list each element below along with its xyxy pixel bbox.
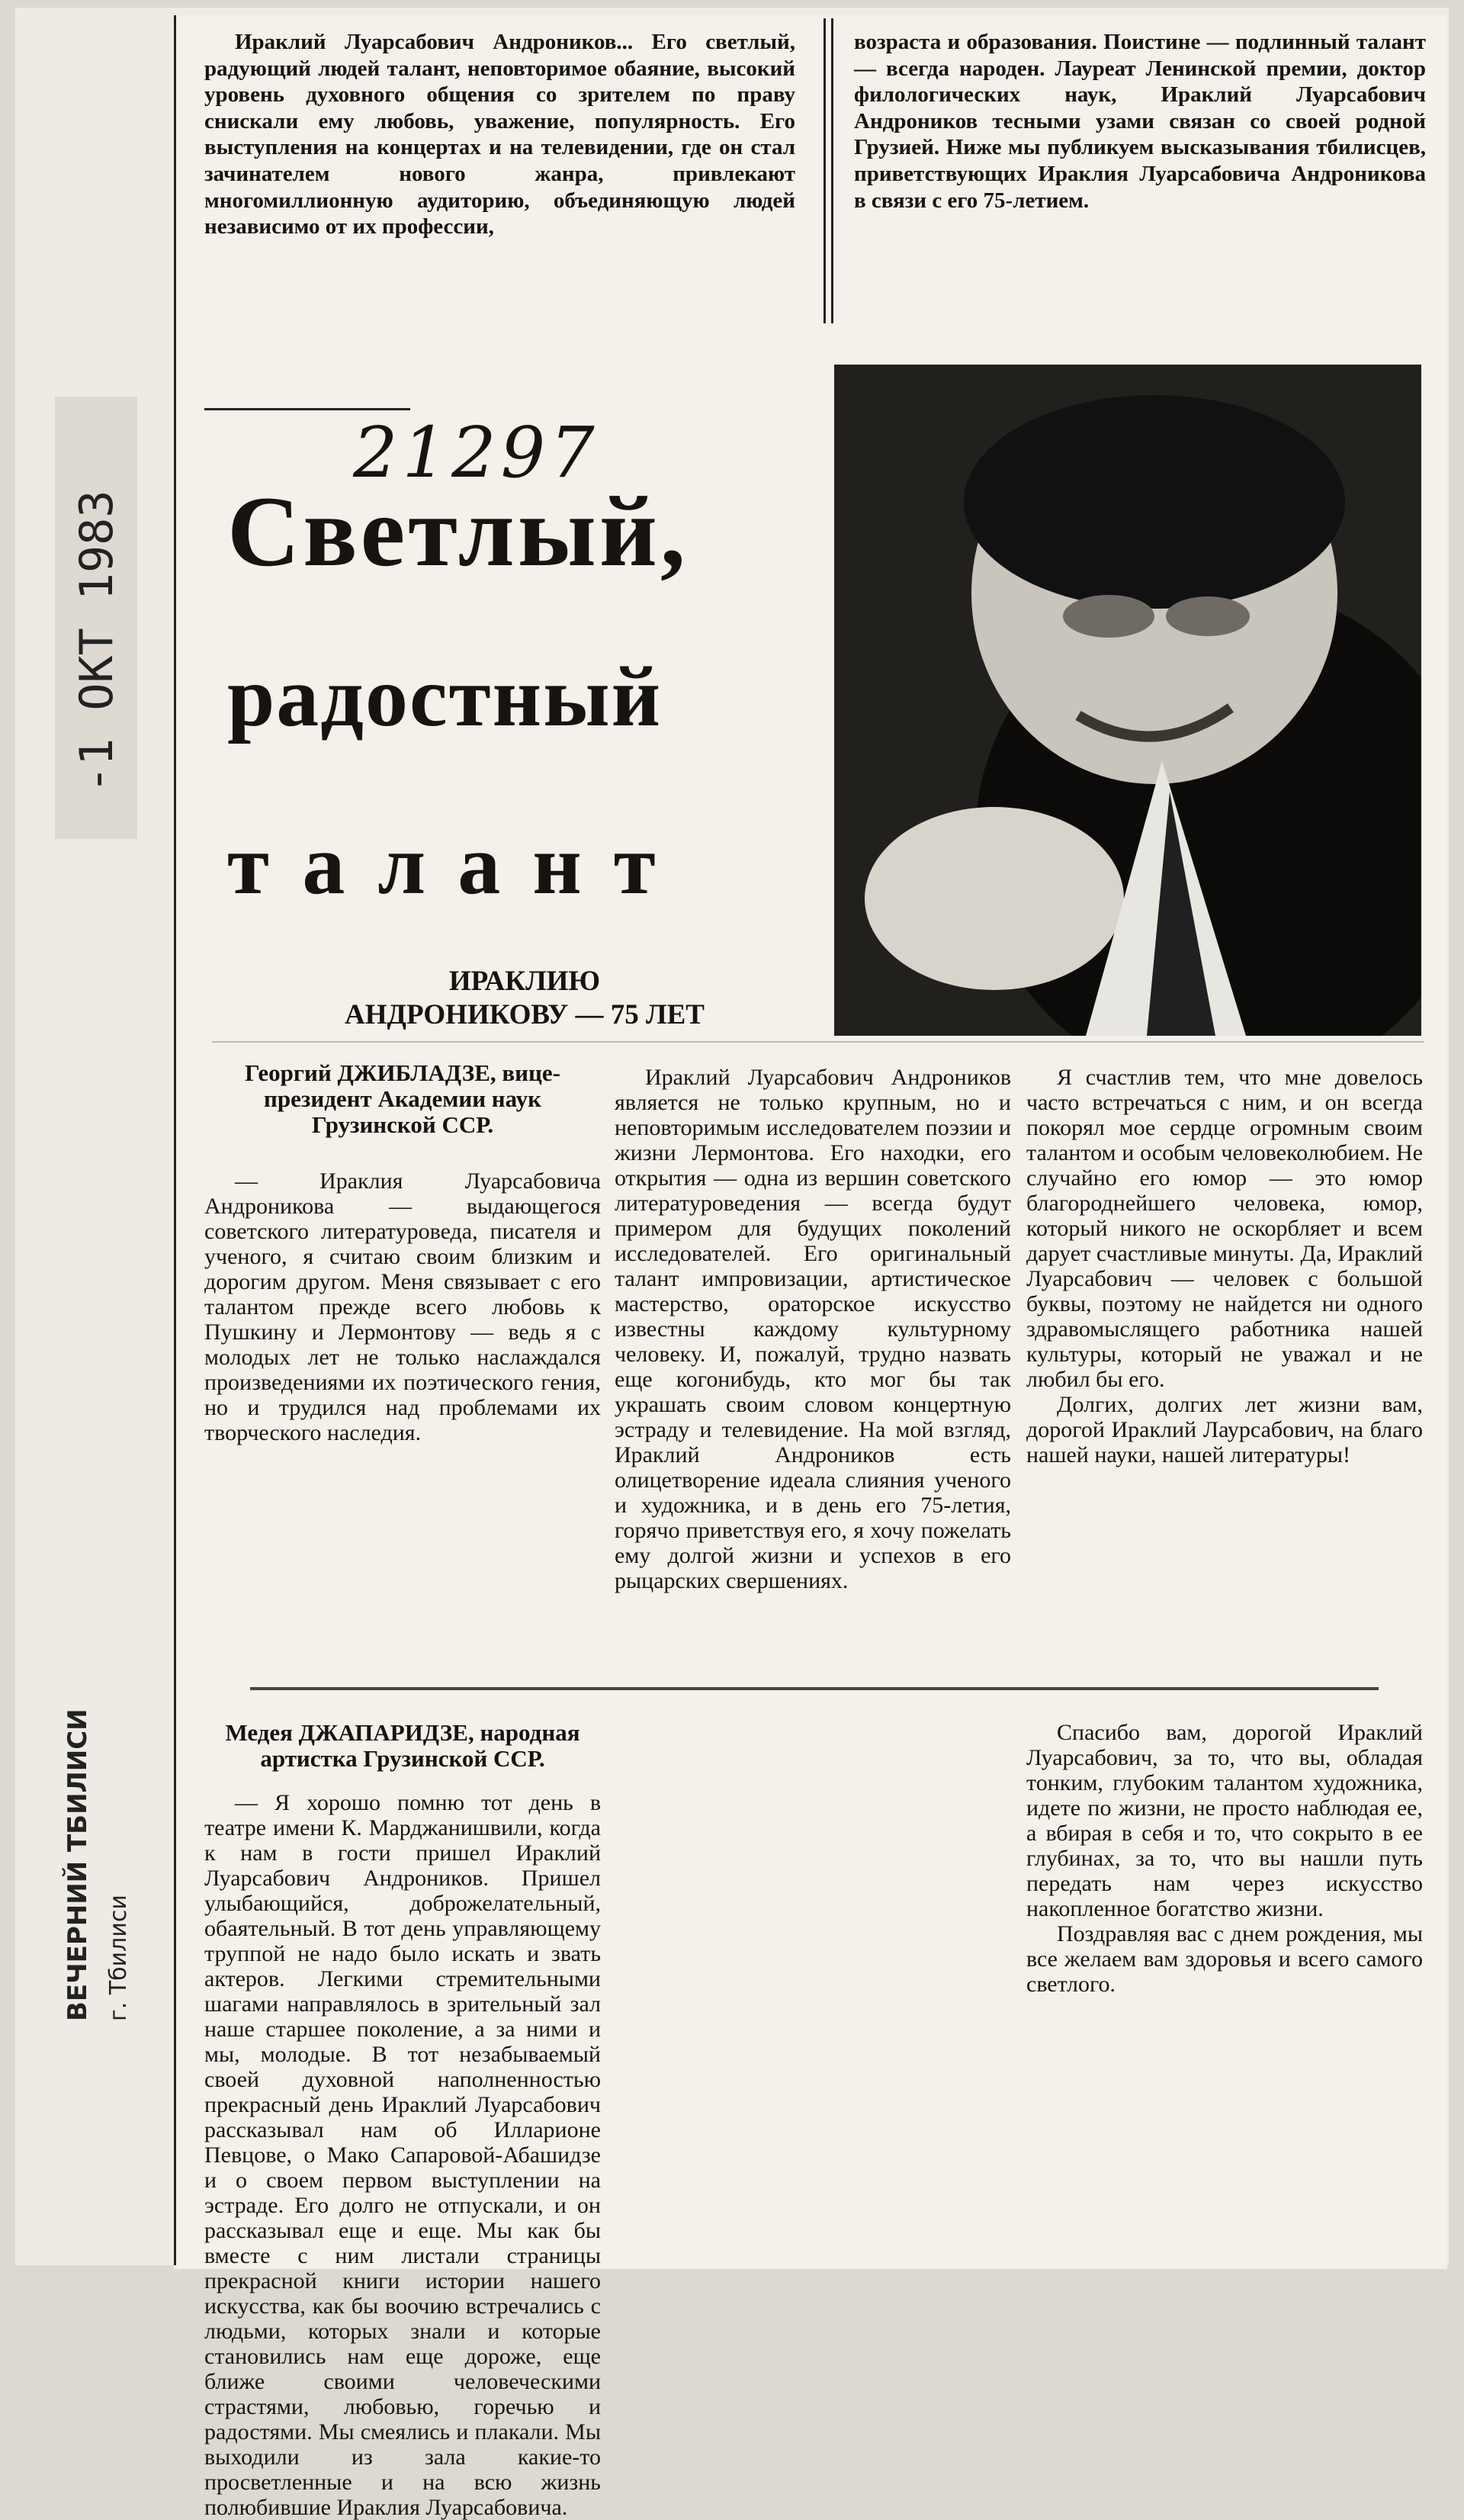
article2-col1	[204, 1720, 601, 2520]
headline-top-rule	[204, 408, 410, 410]
article2-col3	[1026, 1720, 1423, 1997]
left-edge-line	[174, 15, 176, 2265]
clipping	[174, 15, 1447, 2520]
intro-divider-a	[824, 18, 826, 323]
article1-col1	[204, 1060, 601, 1445]
intro-col1	[204, 29, 795, 240]
article1-byline: Георгий ДЖИБЛАДЗЕ, вице-президент Академии наук Грузинской ССР.	[245, 1059, 560, 1138]
subheadline-line2: АНДРОНИКОВУ — 75 ЛЕТ	[345, 999, 705, 1030]
intro-col1-text: Ираклий Луарсабович Андроников... Его светлый, радующий людей талант, неповторимое обаяние, высокий уровень духовного общения со зрителем по праву снискали ему любовь, уважение, популярность. Его выступления на концертах и на телевидении, где он стал зачинателем нового жанра, привлекают многомиллионную аудиторию, объединяющую людей независимо от их профессии,	[204, 30, 795, 239]
source-stamp-paper: ВЕЧЕРНИЙ ТБИЛИСИ	[63, 1708, 93, 2021]
handwritten-mark: 21297	[353, 412, 599, 493]
portrait-illustration	[834, 365, 1421, 1036]
intro-divider-b	[831, 18, 833, 323]
date-stamp: -1 ОКТ 1983	[70, 490, 124, 793]
article2-para1: — Я хорошо помню тот день в театре имени К. Марджанишвили, когда к нам в гости пришел Ираклий Луарсабович Андроников. Пришел улыбающийся, доброжелательный, обаятельный. В тот день управляющему труппой не надо было искать и звать актеров. Легкими стремительными шагами направлялось в зрительный зал наше старшее поколение, а за ними и мы, молодые. В тот незабываемый своей духовной наполненностью прекрасный день Ираклий Луарсабович рассказывал нам об Илларионе Певцове, о Мако Сапаровой-Абашидзе и о своем первом выступлении на эстраде. Его долго не отпускали, и он рассказывал еще и еще. Мы как бы вместе с ним листали страницы прекрасной книги истории нашего искусства, как бы воочию встречались с людьми, которых знали и которые становились нам еще дороже, еще ближе своими человеческими страстями, любовью, горечью и радостями. Мы смеялись и плакали. Мы выходили из зала какие-то просветленные и на всю жизнь полюбившие Ираклия Луарсабовича.	[204, 1790, 601, 2520]
article-separator	[250, 1687, 1379, 1690]
article1-top-rule	[212, 1041, 1424, 1043]
source-stamp-city: г. Тбилиси	[105, 1895, 132, 2021]
article2-para3: Поздравляя вас с днем рождения, мы все желаем вам здоровья и всего самого светлого.	[1026, 1921, 1423, 1997]
article1-col3	[1026, 1065, 1423, 1467]
portrait-photo	[834, 365, 1421, 1036]
article2-para2: Спасибо вам, дорогой Ираклий Луарсабович, за то, что вы, обладая тонким, глубоким талантом художника, идете по жизни, не просто наблюдая ее, а вбирая в себя и то, что сокрыто в ее глубинах, за то, что вы нашли путь передать нам через искусство накопленное богатство жизни.	[1026, 1720, 1423, 1921]
article1-col2	[615, 1065, 1011, 1593]
article2-byline: Медея ДЖАПАРИДЗЕ, народная артистка Грузинской ССР.	[225, 1719, 580, 1772]
article1-para1: — Ираклия Луарсабовича Андроникова — выдающегося советского литературоведа, писателя и ученого, я считаю своим близким и дорогим другом. Меня связывает с его талантом прежде всего любовь к Пушкину и Лермонтову — ведь я с молодых лет не только наслаждался произведениями их поэтического гения, но и трудился над проблемами их творческого наследия.	[204, 1168, 601, 1445]
subheadline	[265, 965, 784, 1032]
headline-line3: талант	[227, 818, 688, 912]
intro-col2	[854, 29, 1426, 214]
article1-para3: Я счастлив тем, что мне довелось часто встречаться с ним, и он всегда покорял мое сердце огромным своим талантом и особым человеколюбием. Не случайно его юмор — это юмор благороднейшего человека, юмор, который никого не оскорбляет и всем дарует счастливые минуты. Да, Ираклий Луарсабович — человек с большой буквы, поэтому не найдется ни одного здравомыслящего работника нашей культуры, который не уважал и не любил бы его.	[1026, 1065, 1423, 1392]
article1-para4: Долгих, долгих лет жизни вам, дорогой Ираклий Лаурсабович, на благо нашей науки, нашей литературы!	[1026, 1392, 1423, 1467]
headline-line2: радостный	[227, 650, 663, 744]
intro-col2-text: возраста и образования. Поистине — подлинный талант — всегда народен. Лауреат Ленинской премии, доктор филологических наук, Ираклий Луарсабович Андроников тесными узами связан со своей родной Грузией. Ниже мы публикуем высказывания тбилисцев, приветствующих Ираклия Луарсабовича Андроникова в связи с его 75-летием.	[854, 30, 1426, 213]
headline-line1: Светлый,	[227, 475, 689, 587]
subheadline-line1: ИРАКЛИЮ	[448, 966, 601, 997]
article1-para2: Ираклий Луарсабович Андроников является не только крупным, но и неповторимым исследователем поэзии и жизни Лермонтова. Его находки, его открытия — одна из вершин советского литературоведения — всегда будут примером для будущих поколений исследователей. Его оригинальный талант импровизации, артистическое мастерство, ораторское искусство известны каждому культурному человеку. И, пожалуй, трудно назвать еще когонибудь, кто мог бы так украшать своим словом концертную эстраду и телевидение. На мой взгляд, Ираклий Андроников есть олицетворение идеала слияния ученого и художника, и в день его 75-летия, горячо приветствуя его, я хочу пожелать ему долгой жизни и успехов в его рыцарских свершениях.	[615, 1065, 1011, 1593]
